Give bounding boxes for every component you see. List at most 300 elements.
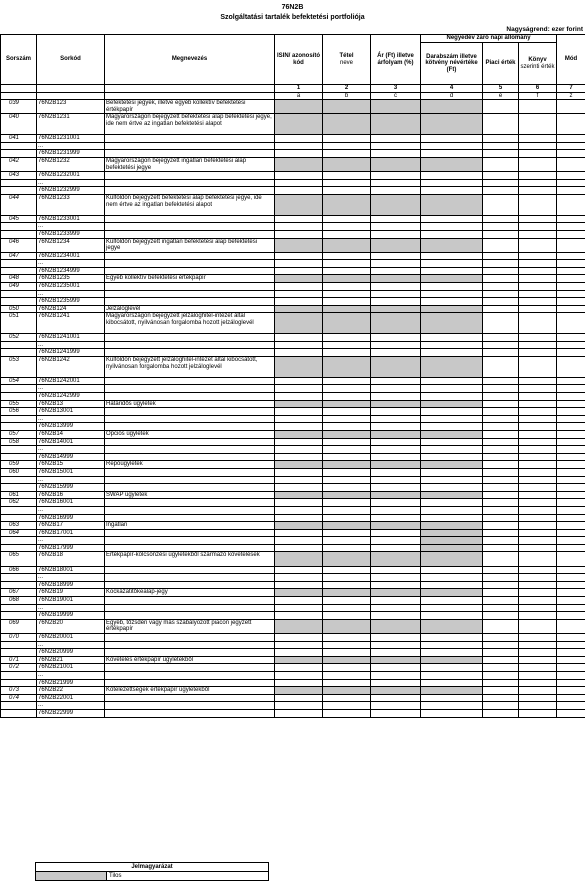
row-value-cell[interactable] [371, 334, 421, 342]
row-value-cell[interactable] [557, 619, 585, 633]
row-value-cell[interactable] [557, 566, 585, 574]
row-value-cell[interactable] [421, 377, 483, 385]
row-value-cell[interactable] [421, 574, 483, 582]
row-value-cell[interactable] [371, 468, 421, 476]
row-value-cell[interactable] [371, 267, 421, 275]
row-value-cell[interactable] [483, 415, 519, 423]
row-value-cell[interactable] [483, 341, 519, 349]
row-value-cell[interactable] [323, 679, 371, 687]
row-value-cell[interactable] [483, 453, 519, 461]
row-value-cell[interactable] [371, 150, 421, 158]
row-value-cell[interactable] [557, 529, 585, 537]
row-value-cell[interactable] [323, 446, 371, 454]
row-value-cell[interactable] [275, 529, 323, 537]
row-value-cell[interactable] [557, 612, 585, 620]
row-value-cell[interactable] [557, 453, 585, 461]
row-value-cell[interactable] [519, 377, 557, 385]
row-value-cell[interactable] [421, 702, 483, 710]
row-value-cell[interactable] [519, 649, 557, 657]
row-value-cell[interactable] [275, 476, 323, 484]
row-value-cell[interactable] [323, 415, 371, 423]
row-value-cell[interactable] [371, 187, 421, 195]
row-value-cell[interactable] [275, 446, 323, 454]
row-value-cell[interactable] [483, 305, 519, 313]
row-value-cell[interactable] [519, 566, 557, 574]
row-value-cell[interactable] [275, 484, 323, 492]
row-value-cell[interactable] [275, 597, 323, 605]
row-value-cell[interactable] [519, 656, 557, 664]
row-value-cell[interactable] [519, 522, 557, 530]
row-value-cell[interactable] [421, 252, 483, 260]
row-value-cell[interactable] [519, 334, 557, 342]
row-value-cell[interactable] [557, 230, 585, 238]
row-value-cell[interactable] [371, 252, 421, 260]
row-value-cell[interactable] [323, 649, 371, 657]
row-value-cell[interactable] [371, 499, 421, 507]
row-value-cell[interactable] [519, 114, 557, 135]
row-value-cell[interactable] [519, 408, 557, 416]
row-value-cell[interactable] [275, 634, 323, 642]
row-value-cell[interactable] [275, 223, 323, 231]
row-value-cell[interactable] [323, 334, 371, 342]
row-value-cell[interactable] [557, 114, 585, 135]
row-value-cell[interactable] [483, 334, 519, 342]
row-value-cell[interactable] [483, 589, 519, 597]
row-value-cell[interactable] [275, 499, 323, 507]
row-value-cell[interactable] [323, 290, 371, 298]
row-value-cell[interactable] [483, 238, 519, 252]
row-value-cell[interactable] [323, 377, 371, 385]
row-value-cell[interactable] [275, 260, 323, 268]
row-value-cell[interactable] [275, 679, 323, 687]
row-value-cell[interactable] [557, 476, 585, 484]
row-value-cell[interactable] [519, 305, 557, 313]
row-value-cell[interactable] [519, 385, 557, 393]
row-value-cell[interactable] [483, 552, 519, 566]
row-value-cell[interactable] [519, 142, 557, 150]
row-value-cell[interactable] [519, 341, 557, 349]
row-value-cell[interactable] [483, 172, 519, 180]
row-value-cell[interactable] [557, 194, 585, 215]
row-value-cell[interactable] [557, 438, 585, 446]
row-value-cell[interactable] [519, 215, 557, 223]
row-value-cell[interactable] [519, 484, 557, 492]
row-value-cell[interactable] [557, 341, 585, 349]
row-value-cell[interactable] [275, 664, 323, 672]
row-value-cell[interactable] [275, 349, 323, 357]
row-value-cell[interactable] [371, 142, 421, 150]
row-value-cell[interactable] [421, 514, 483, 522]
row-value-cell[interactable] [371, 529, 421, 537]
row-value-cell[interactable] [557, 135, 585, 143]
row-value-cell[interactable] [371, 544, 421, 552]
row-value-cell[interactable] [371, 377, 421, 385]
row-value-cell[interactable] [275, 574, 323, 582]
row-value-cell[interactable] [519, 230, 557, 238]
row-value-cell[interactable] [519, 679, 557, 687]
row-value-cell[interactable] [483, 150, 519, 158]
row-value-cell[interactable] [421, 172, 483, 180]
row-value-cell[interactable] [323, 408, 371, 416]
row-value-cell[interactable] [557, 150, 585, 158]
row-value-cell[interactable] [323, 544, 371, 552]
row-value-cell[interactable] [371, 709, 421, 717]
row-value-cell[interactable] [371, 453, 421, 461]
row-value-cell[interactable] [371, 679, 421, 687]
row-value-cell[interactable] [371, 393, 421, 401]
row-value-cell[interactable] [323, 215, 371, 223]
row-value-cell[interactable] [421, 283, 483, 291]
row-value-cell[interactable] [371, 230, 421, 238]
row-value-cell[interactable] [275, 150, 323, 158]
row-value-cell[interactable] [519, 581, 557, 589]
row-value-cell[interactable] [421, 506, 483, 514]
row-value-cell[interactable] [421, 468, 483, 476]
row-value-cell[interactable] [275, 453, 323, 461]
row-value-cell[interactable] [483, 619, 519, 633]
row-value-cell[interactable] [421, 694, 483, 702]
row-value-cell[interactable] [557, 100, 585, 114]
row-value-cell[interactable] [421, 709, 483, 717]
row-value-cell[interactable] [323, 612, 371, 620]
row-value-cell[interactable] [371, 408, 421, 416]
row-value-cell[interactable] [483, 641, 519, 649]
row-value-cell[interactable] [421, 230, 483, 238]
row-value-cell[interactable] [483, 400, 519, 408]
row-value-cell[interactable] [275, 612, 323, 620]
row-value-cell[interactable] [323, 694, 371, 702]
row-value-cell[interactable] [519, 552, 557, 566]
row-value-cell[interactable] [421, 597, 483, 605]
row-value-cell[interactable] [483, 290, 519, 298]
row-value-cell[interactable] [483, 385, 519, 393]
row-value-cell[interactable] [519, 275, 557, 283]
row-value-cell[interactable] [483, 179, 519, 187]
row-value-cell[interactable] [323, 506, 371, 514]
row-value-cell[interactable] [483, 634, 519, 642]
row-value-cell[interactable] [323, 702, 371, 710]
row-value-cell[interactable] [557, 506, 585, 514]
row-value-cell[interactable] [557, 223, 585, 231]
row-value-cell[interactable] [371, 597, 421, 605]
row-value-cell[interactable] [557, 461, 585, 469]
row-value-cell[interactable] [557, 702, 585, 710]
row-value-cell[interactable] [275, 566, 323, 574]
row-value-cell[interactable] [519, 619, 557, 633]
row-value-cell[interactable] [519, 313, 557, 334]
row-value-cell[interactable] [371, 506, 421, 514]
row-value-cell[interactable] [275, 702, 323, 710]
row-value-cell[interactable] [371, 423, 421, 431]
row-value-cell[interactable] [371, 135, 421, 143]
row-value-cell[interactable] [275, 385, 323, 393]
row-value-cell[interactable] [323, 179, 371, 187]
row-value-cell[interactable] [519, 150, 557, 158]
row-value-cell[interactable] [519, 172, 557, 180]
row-value-cell[interactable] [519, 491, 557, 499]
row-value-cell[interactable] [371, 283, 421, 291]
row-value-cell[interactable] [323, 172, 371, 180]
row-value-cell[interactable] [421, 612, 483, 620]
row-value-cell[interactable] [519, 290, 557, 298]
row-value-cell[interactable] [557, 694, 585, 702]
row-value-cell[interactable] [483, 377, 519, 385]
row-value-cell[interactable] [519, 453, 557, 461]
row-value-cell[interactable] [557, 499, 585, 507]
row-value-cell[interactable] [519, 506, 557, 514]
row-value-cell[interactable] [519, 634, 557, 642]
row-value-cell[interactable] [371, 290, 421, 298]
row-value-cell[interactable] [483, 506, 519, 514]
row-value-cell[interactable] [323, 581, 371, 589]
row-value-cell[interactable] [421, 453, 483, 461]
row-value-cell[interactable] [421, 484, 483, 492]
row-value-cell[interactable] [483, 446, 519, 454]
row-value-cell[interactable] [557, 334, 585, 342]
row-value-cell[interactable] [323, 385, 371, 393]
row-value-cell[interactable] [275, 252, 323, 260]
row-value-cell[interactable] [557, 656, 585, 664]
row-value-cell[interactable] [275, 415, 323, 423]
row-value-cell[interactable] [421, 581, 483, 589]
row-value-cell[interactable] [483, 357, 519, 378]
row-value-cell[interactable] [483, 679, 519, 687]
row-value-cell[interactable] [557, 187, 585, 195]
row-value-cell[interactable] [519, 537, 557, 545]
row-value-cell[interactable] [483, 142, 519, 150]
row-value-cell[interactable] [483, 468, 519, 476]
row-value-cell[interactable] [483, 135, 519, 143]
row-value-cell[interactable] [519, 415, 557, 423]
row-value-cell[interactable] [275, 408, 323, 416]
row-value-cell[interactable] [323, 150, 371, 158]
row-value-cell[interactable] [483, 597, 519, 605]
row-value-cell[interactable] [483, 408, 519, 416]
row-value-cell[interactable] [371, 179, 421, 187]
row-value-cell[interactable] [275, 290, 323, 298]
row-value-cell[interactable] [421, 604, 483, 612]
row-value-cell[interactable] [519, 223, 557, 231]
row-value-cell[interactable] [557, 589, 585, 597]
row-value-cell[interactable] [557, 634, 585, 642]
row-value-cell[interactable] [483, 215, 519, 223]
row-value-cell[interactable] [421, 187, 483, 195]
row-value-cell[interactable] [421, 334, 483, 342]
row-value-cell[interactable] [323, 597, 371, 605]
row-value-cell[interactable] [519, 574, 557, 582]
row-value-cell[interactable] [323, 514, 371, 522]
row-value-cell[interactable] [275, 671, 323, 679]
row-value-cell[interactable] [557, 298, 585, 306]
row-value-cell[interactable] [275, 468, 323, 476]
row-value-cell[interactable] [557, 357, 585, 378]
row-value-cell[interactable] [275, 423, 323, 431]
row-value-cell[interactable] [421, 267, 483, 275]
row-value-cell[interactable] [371, 172, 421, 180]
row-value-cell[interactable] [557, 408, 585, 416]
row-value-cell[interactable] [275, 537, 323, 545]
row-value-cell[interactable] [519, 179, 557, 187]
row-value-cell[interactable] [519, 135, 557, 143]
row-value-cell[interactable] [483, 514, 519, 522]
row-value-cell[interactable] [421, 671, 483, 679]
row-value-cell[interactable] [483, 702, 519, 710]
row-value-cell[interactable] [483, 187, 519, 195]
row-value-cell[interactable] [371, 694, 421, 702]
row-value-cell[interactable] [275, 649, 323, 657]
row-value-cell[interactable] [519, 468, 557, 476]
row-value-cell[interactable] [557, 641, 585, 649]
row-value-cell[interactable] [421, 298, 483, 306]
row-value-cell[interactable] [557, 544, 585, 552]
row-value-cell[interactable] [519, 357, 557, 378]
row-value-cell[interactable] [483, 581, 519, 589]
row-value-cell[interactable] [371, 215, 421, 223]
row-value-cell[interactable] [557, 283, 585, 291]
row-value-cell[interactable] [483, 275, 519, 283]
row-value-cell[interactable] [323, 135, 371, 143]
row-value-cell[interactable] [483, 664, 519, 672]
row-value-cell[interactable] [421, 649, 483, 657]
row-value-cell[interactable] [371, 612, 421, 620]
row-value-cell[interactable] [421, 408, 483, 416]
row-value-cell[interactable] [483, 223, 519, 231]
row-value-cell[interactable] [483, 438, 519, 446]
row-value-cell[interactable] [421, 641, 483, 649]
row-value-cell[interactable] [519, 514, 557, 522]
row-value-cell[interactable] [421, 423, 483, 431]
row-value-cell[interactable] [519, 283, 557, 291]
row-value-cell[interactable] [275, 172, 323, 180]
row-value-cell[interactable] [557, 290, 585, 298]
row-value-cell[interactable] [371, 581, 421, 589]
row-value-cell[interactable] [519, 100, 557, 114]
row-value-cell[interactable] [421, 446, 483, 454]
row-value-cell[interactable] [421, 499, 483, 507]
row-value-cell[interactable] [483, 252, 519, 260]
row-value-cell[interactable] [483, 157, 519, 171]
row-value-cell[interactable] [323, 468, 371, 476]
row-value-cell[interactable] [557, 604, 585, 612]
row-value-cell[interactable] [557, 157, 585, 171]
row-value-cell[interactable] [557, 574, 585, 582]
row-value-cell[interactable] [323, 341, 371, 349]
row-value-cell[interactable] [275, 341, 323, 349]
row-value-cell[interactable] [557, 400, 585, 408]
row-value-cell[interactable] [323, 252, 371, 260]
row-value-cell[interactable] [483, 491, 519, 499]
row-value-cell[interactable] [557, 179, 585, 187]
row-value-cell[interactable] [519, 157, 557, 171]
row-value-cell[interactable] [483, 544, 519, 552]
row-value-cell[interactable] [557, 537, 585, 545]
row-value-cell[interactable] [557, 468, 585, 476]
row-value-cell[interactable] [557, 377, 585, 385]
row-value-cell[interactable] [557, 423, 585, 431]
row-value-cell[interactable] [557, 446, 585, 454]
row-value-cell[interactable] [519, 461, 557, 469]
row-value-cell[interactable] [483, 694, 519, 702]
row-value-cell[interactable] [519, 238, 557, 252]
row-value-cell[interactable] [519, 194, 557, 215]
row-value-cell[interactable] [483, 298, 519, 306]
row-value-cell[interactable] [421, 179, 483, 187]
row-value-cell[interactable] [557, 522, 585, 530]
row-value-cell[interactable] [519, 430, 557, 438]
row-value-cell[interactable] [519, 298, 557, 306]
row-value-cell[interactable] [519, 664, 557, 672]
row-value-cell[interactable] [371, 298, 421, 306]
row-value-cell[interactable] [519, 476, 557, 484]
row-value-cell[interactable] [323, 499, 371, 507]
row-value-cell[interactable] [557, 687, 585, 695]
row-value-cell[interactable] [483, 649, 519, 657]
row-value-cell[interactable] [371, 349, 421, 357]
row-value-cell[interactable] [557, 349, 585, 357]
row-value-cell[interactable] [483, 461, 519, 469]
row-value-cell[interactable] [275, 393, 323, 401]
row-value-cell[interactable] [275, 267, 323, 275]
row-value-cell[interactable] [483, 430, 519, 438]
row-value-cell[interactable] [371, 604, 421, 612]
row-value-cell[interactable] [483, 529, 519, 537]
row-value-cell[interactable] [519, 393, 557, 401]
row-value-cell[interactable] [275, 514, 323, 522]
row-value-cell[interactable] [275, 544, 323, 552]
row-value-cell[interactable] [371, 476, 421, 484]
row-value-cell[interactable] [421, 415, 483, 423]
row-value-cell[interactable] [275, 298, 323, 306]
row-value-cell[interactable] [483, 267, 519, 275]
row-value-cell[interactable] [371, 415, 421, 423]
row-value-cell[interactable] [421, 341, 483, 349]
row-value-cell[interactable] [323, 634, 371, 642]
row-value-cell[interactable] [483, 566, 519, 574]
row-value-cell[interactable] [519, 702, 557, 710]
row-value-cell[interactable] [557, 597, 585, 605]
row-value-cell[interactable] [483, 476, 519, 484]
row-value-cell[interactable] [557, 581, 585, 589]
row-value-cell[interactable] [323, 230, 371, 238]
row-value-cell[interactable] [275, 641, 323, 649]
row-value-cell[interactable] [421, 679, 483, 687]
row-value-cell[interactable] [323, 423, 371, 431]
row-value-cell[interactable] [421, 634, 483, 642]
row-value-cell[interactable] [371, 702, 421, 710]
row-value-cell[interactable] [483, 537, 519, 545]
row-value-cell[interactable] [483, 656, 519, 664]
row-value-cell[interactable] [421, 664, 483, 672]
row-value-cell[interactable] [275, 694, 323, 702]
row-value-cell[interactable] [371, 446, 421, 454]
row-value-cell[interactable] [323, 574, 371, 582]
row-value-cell[interactable] [483, 687, 519, 695]
row-value-cell[interactable] [421, 566, 483, 574]
row-value-cell[interactable] [519, 400, 557, 408]
row-value-cell[interactable] [323, 604, 371, 612]
row-value-cell[interactable] [483, 393, 519, 401]
row-value-cell[interactable] [421, 290, 483, 298]
row-value-cell[interactable] [519, 499, 557, 507]
row-value-cell[interactable] [275, 135, 323, 143]
row-value-cell[interactable] [483, 671, 519, 679]
row-value-cell[interactable] [421, 223, 483, 231]
row-value-cell[interactable] [557, 484, 585, 492]
row-value-cell[interactable] [519, 597, 557, 605]
row-value-cell[interactable] [557, 709, 585, 717]
row-value-cell[interactable] [371, 641, 421, 649]
row-value-cell[interactable] [421, 215, 483, 223]
